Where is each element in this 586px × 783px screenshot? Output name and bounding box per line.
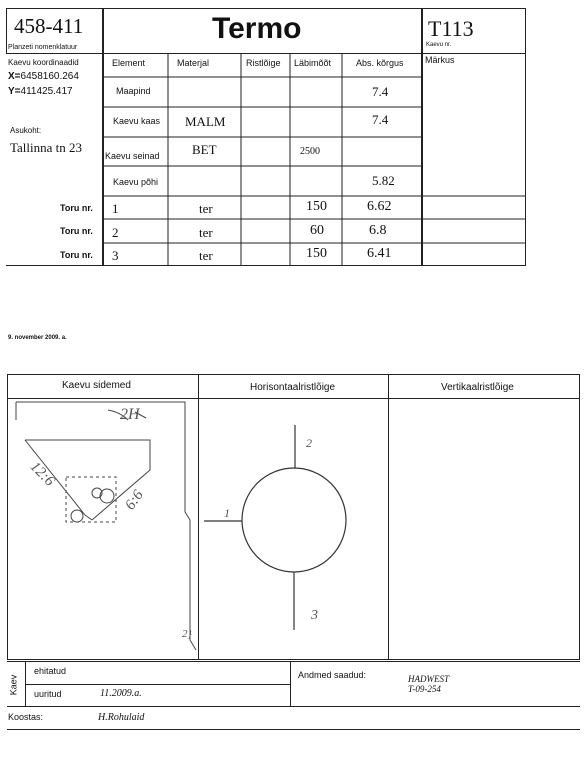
- col3-title: Vertikaalristlõige: [441, 382, 514, 393]
- well-number-label: Kaevu nr.: [426, 42, 452, 48]
- diameter-value: 2500: [300, 146, 320, 157]
- location-label: Asukoht:: [10, 126, 42, 135]
- pipe-label: Toru nr.: [60, 226, 93, 236]
- pipe-abs-height: 6.62: [367, 199, 392, 214]
- element-row-label: Kaevu seinad: [105, 151, 160, 161]
- pipe-material: ter: [199, 225, 213, 240]
- element-row-label: Maapind: [116, 86, 151, 96]
- material-value: MALM: [185, 114, 226, 129]
- pipe-abs-height: 6.8: [369, 223, 387, 238]
- coords-label: Kaevu koordinaadid: [8, 58, 79, 67]
- data-received-label: Andmed saadud:: [298, 670, 367, 680]
- pipe-number: 2: [112, 225, 119, 240]
- abs-height-value: 5.82: [372, 173, 395, 188]
- col1-title: Kaevu sidemed: [62, 380, 131, 391]
- compiled-label: Koostas:: [8, 712, 44, 722]
- surveyed-value: 11.2009.a.: [100, 688, 142, 699]
- col-header-cross-section: Ristlõige: [246, 58, 281, 68]
- built-label: ehitatud: [34, 666, 67, 676]
- abs-height-value: 7.4: [372, 84, 389, 99]
- pipe-diameter: 150: [306, 246, 327, 261]
- col-header-abs-height: Abs. kõrgus: [356, 58, 404, 68]
- well-number: T113: [428, 16, 474, 41]
- pipe-abs-height: 6.41: [367, 246, 392, 261]
- pipe-label: Toru nr.: [60, 250, 93, 260]
- sketch-label-bottom: 2}: [182, 628, 192, 640]
- col-header-material: Materjal: [177, 58, 210, 68]
- abs-height-value: 7.4: [372, 112, 389, 127]
- pipe-diameter: 60: [310, 223, 324, 238]
- col2-title: Horisontaalristlõige: [250, 382, 336, 393]
- pipe-diameter: 150: [306, 199, 327, 214]
- col-header-diameter: Läbimõõt: [294, 58, 332, 68]
- pipe-marker-3: 3: [311, 608, 318, 623]
- compiled-value: H.Rohulaid: [98, 712, 145, 723]
- col-header-note: Märkus: [425, 55, 455, 65]
- sketch-label-right: 6:6: [122, 487, 147, 513]
- element-row-label: Kaevu põhi: [113, 177, 159, 187]
- sketch-label-top: 2H: [120, 406, 140, 423]
- pipe-material: ter: [199, 248, 213, 263]
- data-received-value-2: T-09-254: [408, 684, 441, 694]
- kaev-label: Kaev: [8, 674, 19, 696]
- pipe-label: Toru nr.: [60, 203, 93, 213]
- sketch-label-left: 12:6: [26, 458, 58, 490]
- y-label: Y=: [8, 86, 21, 97]
- nomenclature-number: 458-411: [14, 14, 84, 38]
- data-received-value-1: HADWEST: [408, 674, 449, 684]
- date-line: 9. november 2009. a.: [8, 335, 67, 341]
- page-title: Termo: [212, 12, 302, 45]
- pipe-marker-2: 2: [306, 436, 312, 450]
- location-value: Tallinna tn 23: [10, 140, 83, 155]
- pipe-marker-1: 1: [224, 506, 230, 520]
- pipe-number: 3: [112, 248, 119, 263]
- nomenclature-label: Planzeti nomenklatuur: [8, 44, 78, 51]
- col-header-element: Element: [112, 58, 146, 68]
- x-value: 6458160.264: [20, 71, 79, 82]
- material-value: BET: [192, 142, 217, 157]
- pipe-number: 1: [112, 201, 119, 216]
- pipe-material: ter: [199, 201, 213, 216]
- element-row-label: Kaevu kaas: [113, 116, 161, 126]
- y-value: 411425.417: [20, 86, 73, 97]
- surveyed-label: uuritud: [34, 689, 62, 699]
- x-label: X=: [8, 71, 21, 82]
